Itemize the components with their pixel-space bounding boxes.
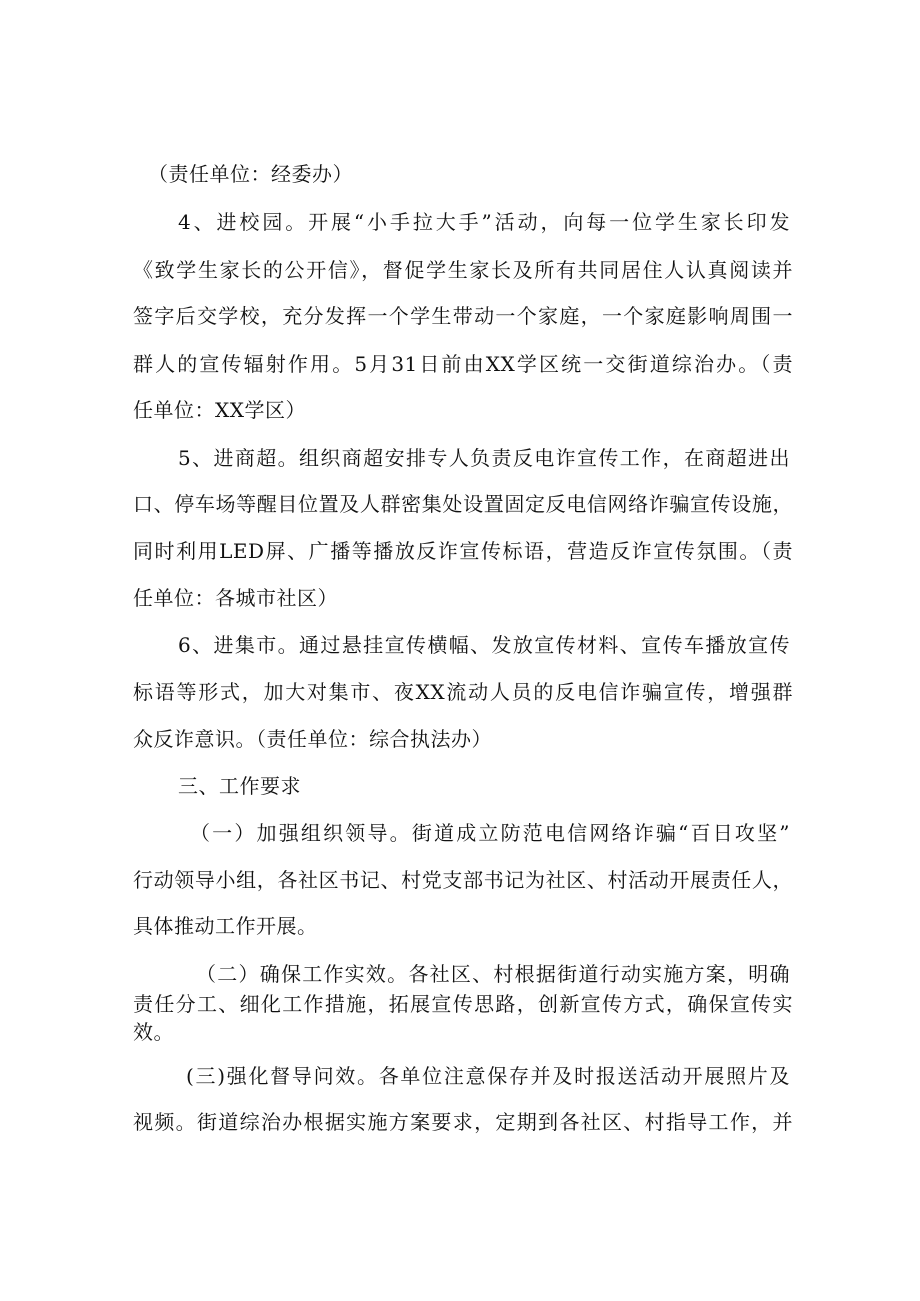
text-line: (三)强化督导问效。各单位注意保存并及时报送活动开展照片及: [186, 1064, 790, 1088]
text-line: 具体推动工作开展。: [133, 914, 318, 938]
text-line: 签字后交学校，充分发挥一个学生带动一个家庭，一个家庭影响周围一: [133, 304, 793, 328]
section-heading: 三、工作要求: [178, 774, 301, 798]
text-line: 6、进集市。通过悬挂宣传横幅、发放宣传材料、宣传车播放宣传: [178, 633, 790, 657]
text-line: 视频。街道综治办根据实施方案要求，定期到各社区、村指导工作，并: [133, 1110, 793, 1134]
text-line: 5、进商超。组织商超安排专人负责反电诈宣传工作，在商超进出: [178, 446, 790, 470]
text-line: 同时利用LED屏、广播等播放反诈宣传标语，营造反诈宣传氛围。（责: [133, 539, 793, 563]
text-line: （一）加强组织领导。街道成立防范电信网络诈骗“百日攻坚”: [190, 821, 790, 845]
text-line: 4、进校园。开展“小手拉大手”活动，向每一位学生家长印发: [178, 210, 790, 234]
text-line: 众反诈意识。（责任单位：综合执法办）: [133, 727, 492, 751]
text-line: 责任分工、细化工作措施，拓展宣传思路，创新宣传方式，确保宣传实: [133, 992, 793, 1016]
text-line: 《致学生家长的公开信》，督促学生家长及所有共同居住人认真阅读并: [133, 258, 793, 282]
text-line: 标语等形式，加大对集市、夜XX流动人员的反电信诈骗宣传，增强群: [133, 680, 793, 704]
text-line: 效。: [133, 1020, 174, 1044]
text-line: 任单位：各城市社区）: [133, 586, 338, 610]
text-line: 行动领导小组，各社区书记、村党支部书记为社区、村活动开展责任人，: [133, 868, 793, 892]
text-line: 群人的宣传辐射作用。5月31日前由XX学区统一交街道综治办。（责: [133, 352, 793, 376]
text-line: 任单位：XX学区）: [133, 398, 306, 422]
text-line: （责任单位：经委办）: [148, 162, 353, 186]
text-line: （二）确保工作实效。各社区、村根据街道行动实施方案，明确: [196, 962, 790, 986]
text-line: 口、停车场等醒目位置及人群密集处设置固定反电信网络诈骗宣传设施，: [133, 492, 793, 516]
